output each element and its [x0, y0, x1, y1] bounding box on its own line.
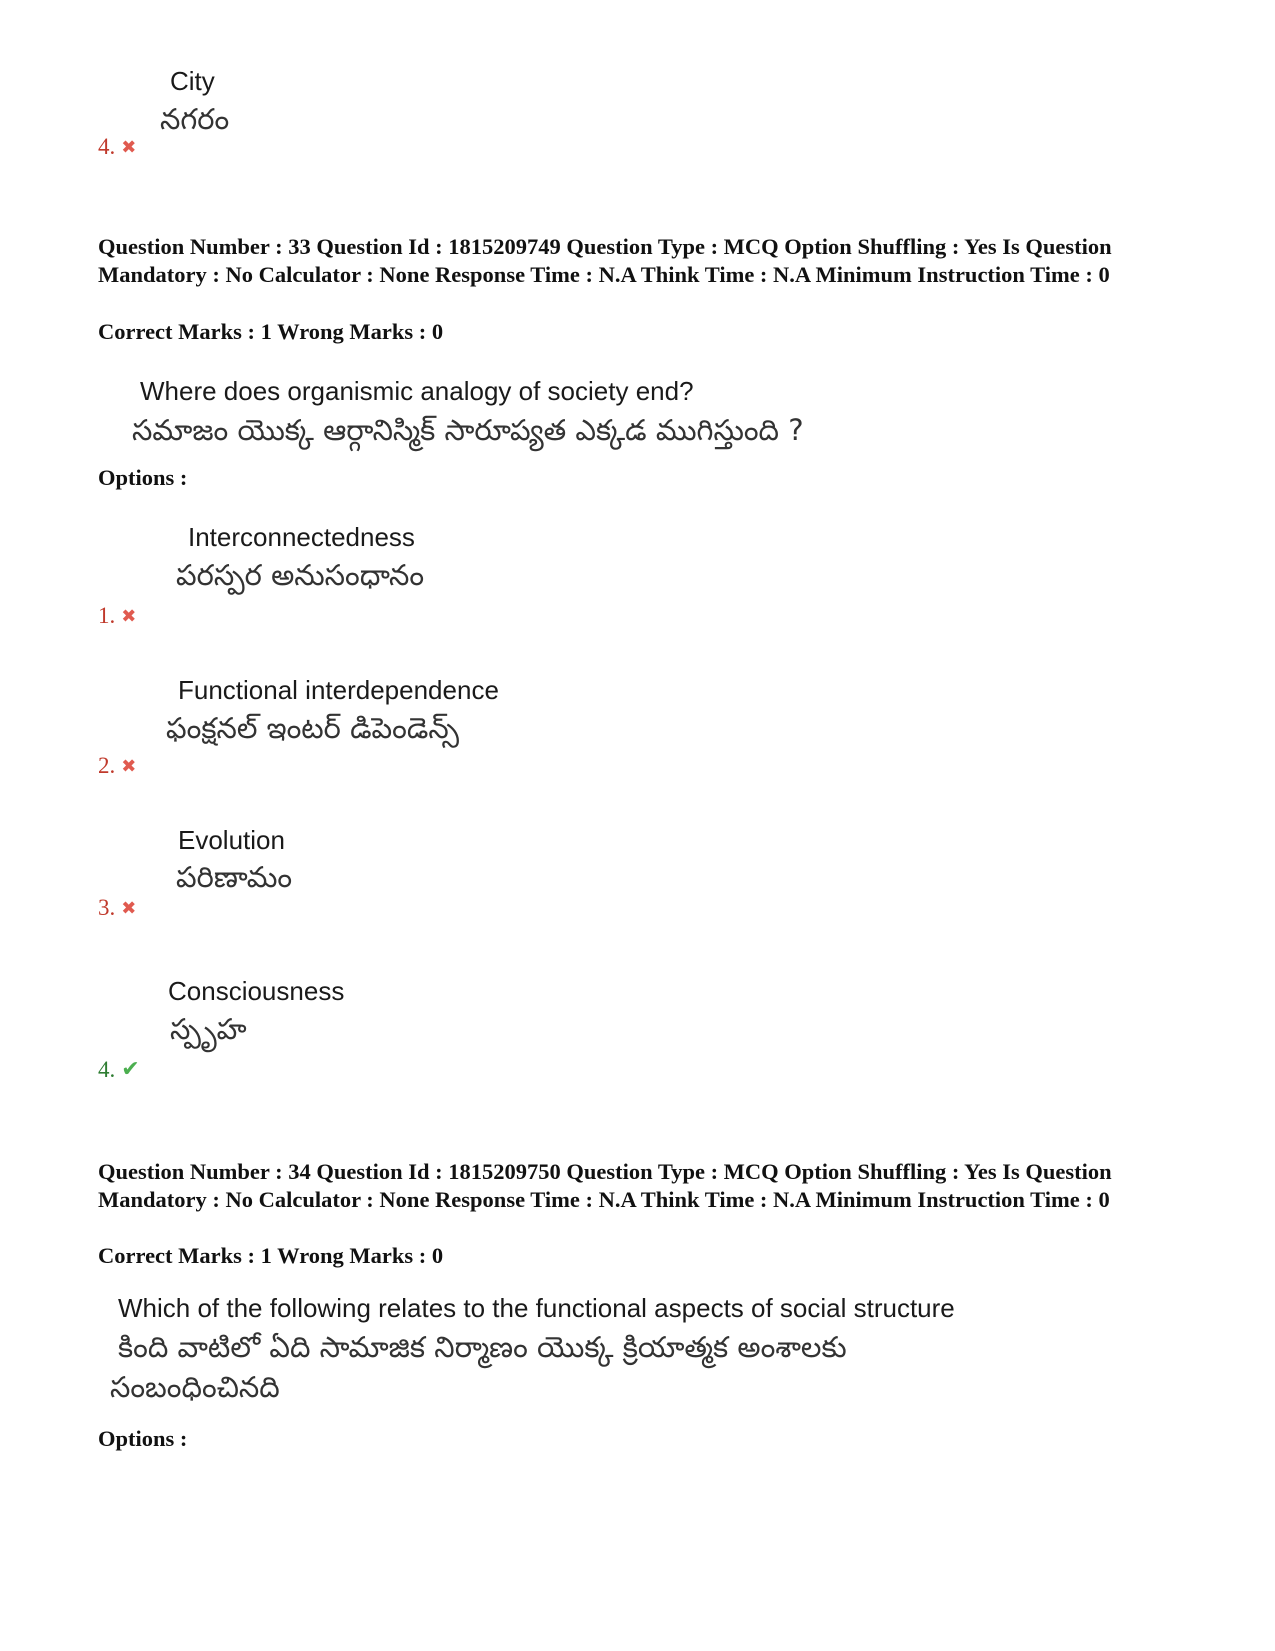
option-text-en: Interconnectedness — [188, 522, 415, 552]
option-text-te: పరస్పర అనుసంధానం — [176, 558, 425, 592]
option-text-te: స్పృహ — [170, 1012, 247, 1046]
cross-icon: ✖ — [121, 756, 137, 776]
option-text-te: పరిణామం — [176, 860, 293, 894]
option-number: 2. ✖ — [98, 753, 137, 778]
option-text-te: నగరం — [160, 102, 230, 136]
option-text-te: ఫంక్షనల్ ఇంటర్ డిపెండెన్స్ — [166, 711, 460, 745]
option-text-en: Consciousness — [168, 976, 345, 1006]
option-number: 4. ✖ — [98, 134, 137, 159]
option-number: 4. ✔ — [98, 1056, 140, 1082]
question-meta: Question Number : 34 Question Id : 1815209750 Question Type : MCQ Option Shuffling : Yes Is Question Mandatory : No Calculator : None Response Time : N.A Think Time : N.A Minimum Instruction Time : 0 — [98, 1159, 1112, 1212]
question-text-en: Where does organismic analogy of society end? — [140, 376, 694, 406]
cross-icon: ✖ — [121, 137, 137, 157]
check-icon: ✔ — [121, 1056, 140, 1081]
cross-icon: ✖ — [121, 898, 137, 918]
options-label: Options : — [98, 1426, 188, 1451]
question-text-te: సమాజం యొక్క ఆర్గానిస్మిక్ సారూప్యత ఎక్కడ ముగిస్తుంది ? — [132, 413, 804, 447]
option-text-en: Evolution — [178, 825, 285, 855]
question-marks: Correct Marks : 1 Wrong Marks : 0 — [98, 1243, 444, 1268]
question-text-en: Which of the following relates to the functional aspects of social structure — [118, 1293, 955, 1323]
options-label: Options : — [98, 465, 188, 490]
cross-icon: ✖ — [121, 606, 137, 626]
question-text-te: కింది వాటిలో ఏది సామాజిక నిర్మాణం యొక్క క్రియాత్మక అంశాలకు — [118, 1330, 847, 1364]
question-text-te: సంబంధించినది — [110, 1370, 280, 1404]
option-text-en: Functional interdependence — [178, 675, 499, 705]
question-marks: Correct Marks : 1 Wrong Marks : 0 — [98, 319, 444, 344]
option-number: 3. ✖ — [98, 895, 137, 920]
question-meta: Question Number : 33 Question Id : 1815209749 Question Type : MCQ Option Shuffling : Yes Is Question Mandatory : No Calculator : None Response Time : N.A Think Time : N.A Minimum Instruction Time : 0 — [98, 234, 1112, 287]
option-text-en: City — [170, 66, 215, 96]
option-number: 1. ✖ — [98, 603, 137, 628]
